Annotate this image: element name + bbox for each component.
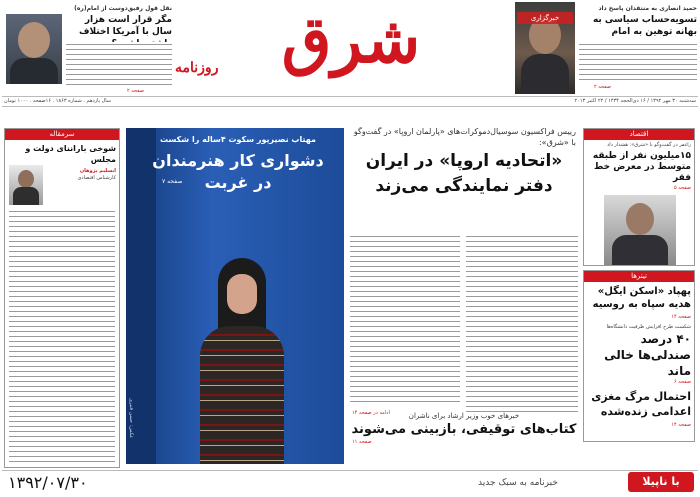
editorial	[4, 128, 120, 468]
editorial-author: ابسلیم پژوهان	[79, 168, 116, 174]
photo-story	[126, 128, 344, 464]
lead-kicker: رییس فراکسیون سوسیال‌دموکرات‌های «پارلمان اروپا» در گفت‌وگو با «شرق»:	[353, 127, 576, 147]
editorial-author-role: کارشناس اقتصادی	[77, 175, 116, 181]
teaser-body	[66, 42, 172, 86]
divider	[2, 96, 698, 97]
lead-body	[350, 234, 460, 406]
masthead	[175, 4, 513, 92]
footer-slogan: خبرنامه به سبک جدید	[478, 478, 558, 488]
divider	[2, 106, 698, 107]
portrait-photo	[515, 2, 575, 94]
footer-logo	[628, 472, 694, 492]
footer-logo-text: با ناپیلا	[642, 475, 680, 488]
bottom-story	[348, 412, 580, 460]
lead-headline[interactable]: «اتحادیه اروپا» در ایران	[365, 151, 563, 171]
economy-headline[interactable]: ۱۵میلیون نفر از طبقه متوسط در معرض خط فقر	[592, 151, 691, 183]
section-label: تیترها	[584, 271, 694, 282]
masthead-subtitle: روزنامه	[175, 60, 219, 76]
teaser-headline[interactable]: مگر قرار است هزار سال با آمریکا اختلاف	[79, 15, 172, 37]
photo-credit: عکس: حسن قنبری	[128, 398, 134, 439]
page-ref[interactable]: ادامه در صفحه ۱۴	[352, 410, 390, 416]
news-item-headline[interactable]: ۴۰ درصد صندلی‌ها خالی ماند	[604, 332, 691, 378]
page-ref[interactable]: صفحه ۲	[127, 88, 144, 94]
divider	[2, 470, 698, 471]
news-item-kicker: شکست طرح افزایش ظرفیت دانشگاه‌ها	[606, 324, 691, 330]
page-ref[interactable]: صفحه ۱۱	[352, 439, 372, 445]
section-label: اقتصاد	[584, 129, 694, 140]
author-photo	[9, 165, 43, 205]
photo-page-ref[interactable]: صفحه ۷	[162, 178, 183, 185]
watermark-badge: خبرگزاری	[517, 12, 573, 24]
teaser-kicker: حمید انصاری به منتقدان پاسخ داد	[598, 5, 697, 12]
news-item-headline[interactable]: احتمال مرگ مغزی اعدامی زنده‌شده	[591, 390, 691, 418]
lead-story	[348, 126, 580, 456]
editorial-headline[interactable]: شوخی باراننای دولت و مجلس	[25, 144, 116, 164]
section-label: سرمقاله	[5, 129, 119, 140]
photo-headline[interactable]: دشواری کار هنرمندان	[152, 151, 324, 170]
masthead-logo: شرق	[281, 3, 421, 78]
page-ref[interactable]: صفحه ۵	[674, 185, 691, 191]
woman-figure	[194, 258, 290, 464]
page-ref[interactable]: صفحه ۱۴	[671, 422, 691, 428]
economy-kicker: راغفر در گفت‌وگو با «شرق»: هشدار داد	[607, 142, 691, 148]
editorial-body	[9, 209, 115, 465]
issue-line-right: سه‌شنبه ۳۰ مهر ۱۳۹۲ / ۱۶ ذی‌الحجه ۱۴۳۴ / ۲۲ اکتبر ۲۰۱۳	[574, 98, 696, 104]
news-box	[583, 270, 695, 442]
portrait-photo	[6, 14, 62, 84]
footer-date: ۱۳۹۲/۰۷/۳۰	[8, 473, 88, 492]
page-ref[interactable]: صفحه ۱۴	[671, 314, 691, 320]
photo-headline[interactable]: در غربت	[204, 173, 272, 192]
bottom-headline[interactable]: کتاب‌های توقیفی، بازبینی می‌شوند	[351, 422, 577, 437]
issue-line-left: سال یازدهم . شماره ۱۸۶۳ . ۱۶صفحه . ۱۰۰۰ تومان	[4, 98, 111, 104]
news-item-headline[interactable]: پهپاد «اسکن ایگل» هدیه سپاه به روسیه	[592, 286, 691, 310]
lead-body	[466, 234, 578, 414]
teaser-kicker: نقل قول رفیق‌دوست از امام(ره)	[74, 5, 172, 12]
teaser-body	[579, 42, 697, 82]
portrait-photo	[604, 195, 676, 265]
bottom-kicker: خبرهای خوب وزیر ارشاد برای ناشران	[408, 412, 520, 420]
teaser-headline[interactable]: تسویه‌حساب سیاسی به بهانه توهین به امام	[592, 15, 697, 37]
page-ref[interactable]: صفحه ۶	[674, 379, 691, 385]
economy-box	[583, 128, 695, 266]
top-right-teaser	[515, 2, 697, 94]
top-left-teaser	[2, 2, 174, 94]
lead-headline[interactable]: دفتر نمایندگی می‌زند	[375, 176, 553, 196]
photo-kicker: مهتاب نصیرپور سکوت ۴ساله را شکست	[160, 135, 316, 144]
page-ref[interactable]: صفحه ۲	[594, 84, 611, 90]
